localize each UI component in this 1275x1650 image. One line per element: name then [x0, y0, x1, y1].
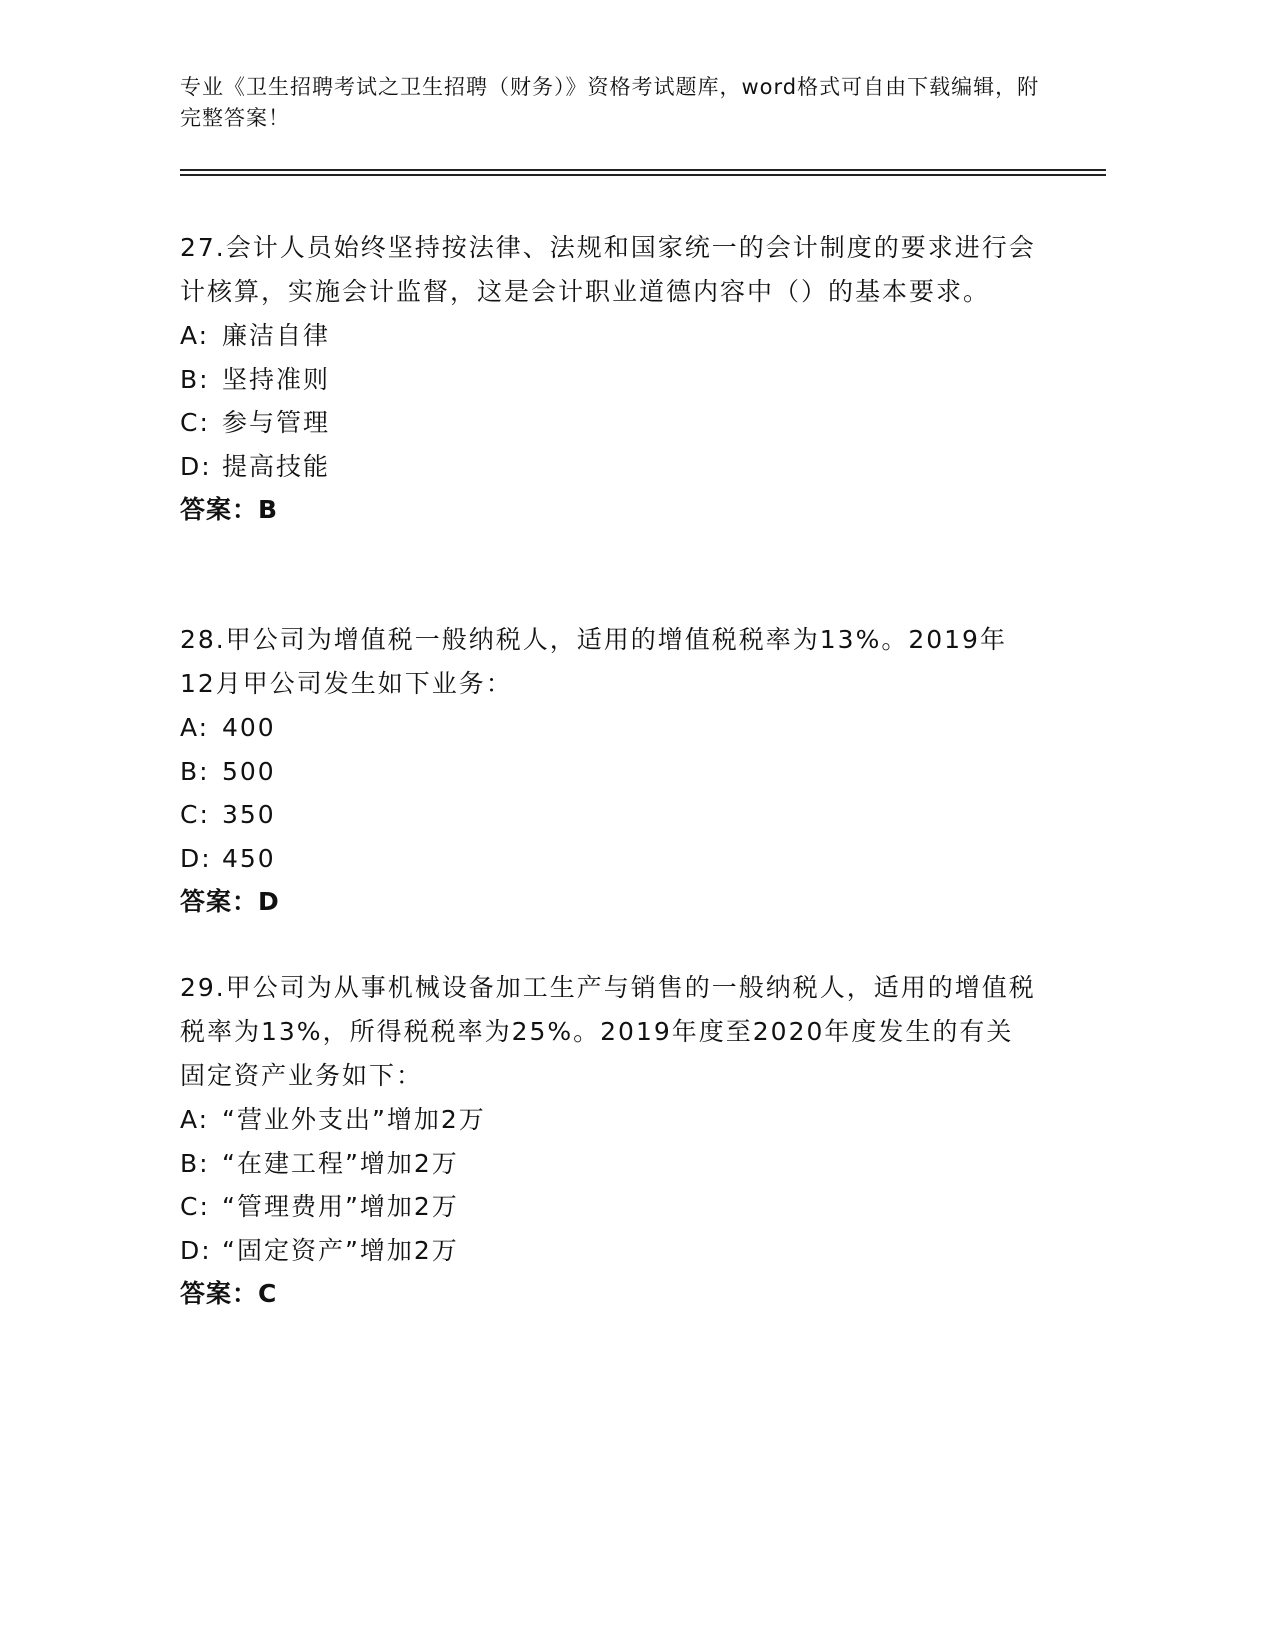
option-label: C: [180, 1192, 210, 1221]
document-header: 专业《卫生招聘考试之卫生招聘（财务）》资格考试题库，word格式可自由下载编辑，附完整答案！ [180, 75, 1040, 130]
question-27 [180, 226, 1040, 532]
option-label: D: [180, 451, 212, 481]
question-29 [180, 966, 1040, 1316]
option-text: “在建工程”增加2万 [222, 1148, 459, 1178]
option-text: “营业外支出”增加2万 [222, 1105, 486, 1134]
option-text: 提高技能 [222, 451, 331, 481]
answer: 答案：C [180, 1279, 278, 1308]
option-b [180, 1142, 1040, 1186]
option-b [180, 358, 1040, 402]
question-28 [180, 618, 1040, 924]
answer: 答案：B [180, 495, 279, 524]
option-c [180, 793, 1040, 837]
question-stem: 29.甲公司为从事机械设备加工生产与销售的一般纳税人，适用的增值税税率为13%，所得税税率为25%。2019年度至2020年度发生的有关固定资产业务如下： [180, 973, 1036, 1090]
option-text: 廉洁自律 [222, 321, 331, 350]
option-text: “固定资产”增加2万 [222, 1235, 459, 1265]
answer: 答案：D [180, 887, 280, 916]
option-text: 500 [222, 756, 276, 786]
option-text: 参与管理 [222, 408, 331, 437]
option-label: B: [180, 364, 210, 394]
option-label: D: [180, 843, 212, 873]
option-text: 400 [222, 713, 276, 742]
option-label: A: [180, 713, 210, 742]
option-label: D: [180, 1235, 212, 1265]
option-d [180, 1229, 1040, 1273]
option-d [180, 837, 1040, 881]
option-label: B: [180, 756, 210, 786]
header-divider-top [180, 169, 1106, 171]
option-a [180, 314, 1040, 358]
header-divider-bottom [180, 174, 1106, 176]
option-text: 坚持准则 [222, 364, 331, 394]
question-stem: 28.甲公司为增值税一般纳税人，适用的增值税税率为13%。2019年12月甲公司发生如下业务： [180, 625, 1007, 698]
question-stem: 27.会计人员始终坚持按法律、法规和国家统一的会计制度的要求进行会计核算，实施会计监督，这是会计职业道德内容中（）的基本要求。 [180, 233, 1036, 306]
option-b [180, 750, 1040, 794]
option-c [180, 401, 1040, 445]
option-text: “管理费用”增加2万 [222, 1192, 459, 1221]
option-label: A: [180, 1105, 210, 1134]
option-label: C: [180, 408, 210, 437]
option-label: B: [180, 1148, 210, 1178]
option-label: C: [180, 800, 210, 829]
option-label: A: [180, 321, 210, 350]
option-c [180, 1185, 1040, 1229]
option-a [180, 1098, 1040, 1142]
option-a [180, 706, 1040, 750]
option-text: 350 [222, 800, 276, 829]
option-d [180, 445, 1040, 489]
option-text: 450 [222, 843, 276, 873]
